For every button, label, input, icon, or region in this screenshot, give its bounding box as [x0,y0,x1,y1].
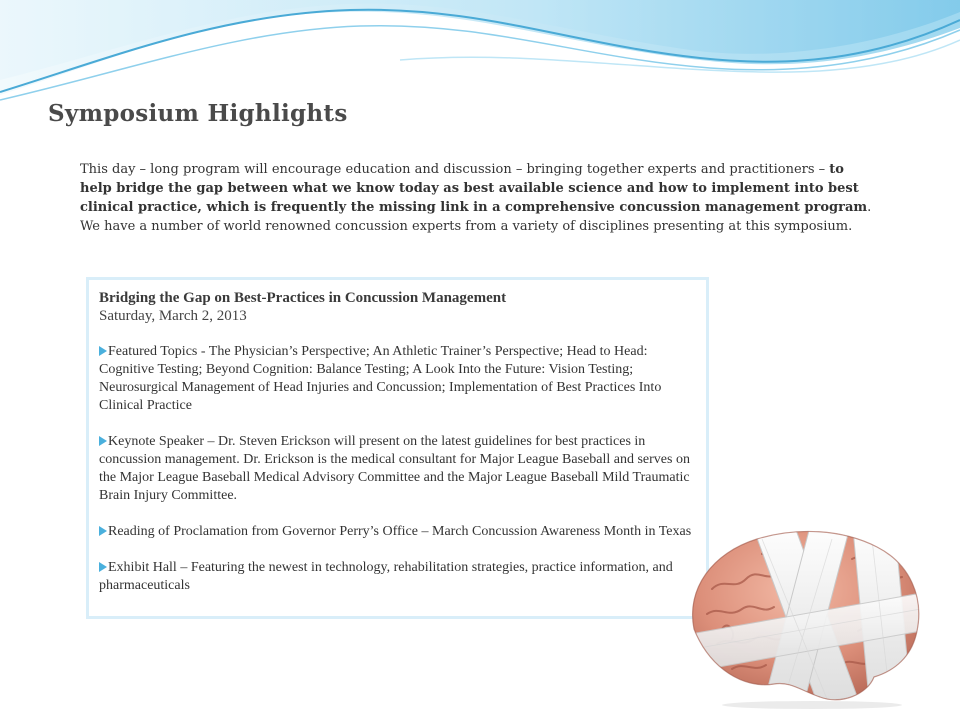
intro-paragraph [80,160,880,236]
arrow-bullet-icon [99,346,107,356]
highlight-text: Exhibit Hall – Featuring the newest in technology, rehabilitation strategies, practice information, and pharmaceuticals [99,560,673,593]
arrow-bullet-icon [99,526,107,536]
arrow-bullet-icon [99,436,107,446]
highlight-text: Featured Topics - The Physician’s Perspective; An Athletic Trainer’s Perspective; Head to Head: Cognitive Testing; Beyond Cognition: Balance Testing; A Look Into the Future: Vision Testing; Neurosurgical Management of Head Injuries and Concussion; Implementation of Best Practices Into Clinical Practice [99,344,662,413]
highlight-keynote-speaker [99,433,696,505]
event-title: Bridging the Gap on Best-Practices in Concussion Management [99,290,507,306]
highlight-text: Reading of Proclamation from Governor Perry’s Office – March Concussion Awareness Month in Texas [108,524,692,539]
highlights-list [99,343,696,595]
event-details-box [86,277,709,619]
intro-bold-statement: to help bridge the gap between what we know today as best available science and how to implement into best clinical practice, which is frequently the missing link in a comprehensive concussion management program [80,162,868,215]
highlight-exhibit-hall [99,559,696,595]
intro-plain-end: . We have a number of world renowned concussion experts from a variety of disciplines presenting at this symposium. [80,200,872,234]
header-wave-decoration [0,0,960,110]
highlight-proclamation [99,523,696,541]
highlight-text: Keynote Speaker – Dr. Steven Erickson will present on the latest guidelines for best practices in concussion management. Dr. Erickson is the medical consultant for Major League Baseball and serves on the Major League Baseball Medical Advisory Committee and the Major League Baseball Mild Traumatic Brain Injury Committee. [99,434,690,503]
event-date: Saturday, March 2, 2013 [99,308,247,324]
intro-plain-start: This day – long program will encourage education and discussion – bringing together experts and practitioners – [80,162,830,177]
bandaged-brain-image [662,519,944,710]
slide-title: Symposium Highlights [48,100,348,127]
arrow-bullet-icon [99,562,107,572]
highlight-featured-topics [99,343,696,415]
